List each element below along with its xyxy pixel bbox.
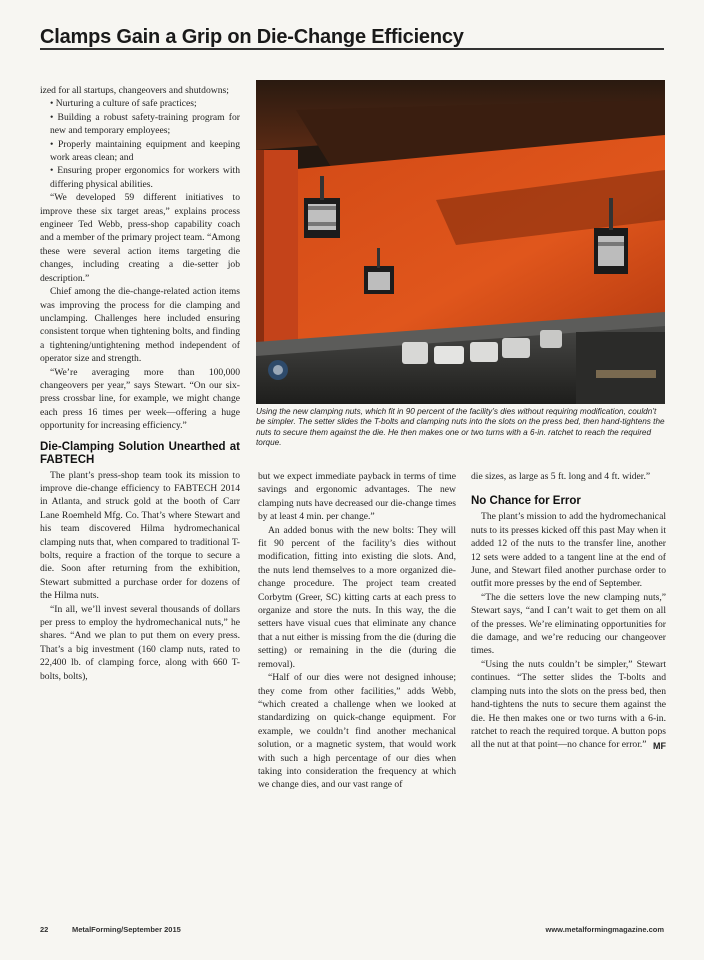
bullet-item: • Properly maintaining equipment and keeping work areas clean; and <box>50 138 240 164</box>
section-heading: Die-Clamping Solution Unearthed at FABTECH <box>40 440 240 466</box>
section-heading: No Chance for Error <box>471 495 581 508</box>
issue-line: MetalForming/September 2015 <box>72 925 181 934</box>
bullet-item: • Ensuring proper ergonomics for workers with differing physical abilities. <box>50 165 240 190</box>
paragraph: The plant’s mission to add the hydromechanical nuts to its presses kicked off this past May when it added 12 of the nuts to the transfer line, another 12 sets were added to a tangent line at the end of June, and Stewart filed another purchase order to outfit more presses by the end of September. <box>471 511 666 590</box>
photo-caption: Using the new clamping nuts, which fit in 90 percent of the facility’s dies without requiring modification, couldn’t be simpler. The setter slides the T-bolts and clamping nuts into the slots on the press bed, then hand-tightens the nuts to secure them against the die. He then makes one or two turns with a 6-in. ratchet to reach the required torque. <box>256 407 665 448</box>
paragraph: “The die setters love the new clamping nuts,” Stewart says, “and I can’t wait to get them on all of the presses. We’re eliminating opportunities for die damage, and we’re reducing our changeover times. <box>471 591 666 657</box>
press-photo <box>256 80 665 404</box>
paragraph: but we expect immediate payback in terms of time savings and ergonomic advantages. The new clamping nuts have decreased our die-change times by at least 4 min. per change.” <box>258 471 456 523</box>
bullet-item: • Nurturing a culture of safe practices; <box>50 98 197 110</box>
article-column-2 <box>258 470 456 792</box>
paragraph: “Using the nuts couldn’t be simpler,” Stewart continues. “The setter slides the T-bolts and clamping nuts into the slots on the press bed, then hand-tightens the nuts to secure them against the die. He then makes one or two turns with a 6-in. ratchet to reach the required torque. A button pops all the nut at that point—no chance for error.” <box>471 658 666 751</box>
paragraph: die sizes, as large as 5 ft. long and 4 ft. wider.” <box>471 471 651 482</box>
paragraph: An added bonus with the new bolts: They will fit 90 percent of the facility’s dies without modification, fitting into existing die slots. And, the nuts lend themselves to a more organized die-change procedure. The project team created Corbytm (Greer, SC) kitting carts at each press to organize and store the nuts. In this way, the die setters have visual cues that eliminate any chance that a nut either is missing from the die (during die setting) or remaining in the die (during die removal). <box>258 524 456 670</box>
article-column-1 <box>40 84 240 683</box>
bullet-item: • Building a robust safety-training program for new and temporary employees; <box>50 111 240 137</box>
page-title: Clamps Gain a Grip on Die-Change Efficiency <box>40 26 464 48</box>
end-mark-logo: MF <box>653 740 666 751</box>
paragraph: “In all, we’ll invest several thousands of dollars per press to employ the hydromechanical nuts,” he shares. “And we plan to put them on every press. That’s a big investment (160 clamp nuts, rated to 22,400 lb. of clamping force, along with 660 T-bolts, bolts), <box>40 603 240 682</box>
title-rule <box>40 48 664 50</box>
page-number: 22 <box>40 925 49 934</box>
article-column-3 <box>471 470 666 753</box>
paragraph: “Half of our dies were not designed inhouse; they come from other facilities,” adds Webb, “which created a challenge when we looked at standardizing on quick-change equipment. For example, we couldn’t find another mechanical solution, or a magnetic system, that would work with such a high percentage of our dies when taking into consideration the frequency at which we change dies, and our vast range of <box>258 672 456 791</box>
paragraph: Chief among the die-change-related action items was improving the process for die clamping and unclamping. Challenges here included ensuring consistent torque when tightening bolts, and finding a tightening/untightening method independent of operator size and strength. <box>40 286 240 365</box>
paragraph: ized for all startups, changeovers and shutdowns; <box>40 85 229 96</box>
paragraph: The plant’s press-shop team took its mission to improve die-change efficiency to FABTECH 2014 in Atlanta, and struck gold at the booth of Carr Lane Roemheld Mfg. Co. That’s where Stewart and his team discovered Hilma hydromechanical clamping nuts that, when compared to traditional T-bolts, require a fraction of the torque to secure a die. Soon after returning from the exhibition, Stewart submitted a purchase order for dozens of the Hilma nuts. <box>40 469 240 602</box>
paragraph: “We’re averaging more than 100,000 changeovers per year,” says Stewart. “On our six-press crossbar line, for example, we might change each press 16 times per week—offering a huge opportunity for increasing efficiency.” <box>40 366 240 432</box>
website-url[interactable]: www.metalformingmagazine.com <box>545 925 664 934</box>
paragraph: “We developed 59 different initiatives to improve these six target areas,” explains process engineer Ted Webb, press-shop capability coach and a member of the primary project team. “Among these were several action items targeting die changes, including creating a die-setter job description.” <box>40 192 240 284</box>
